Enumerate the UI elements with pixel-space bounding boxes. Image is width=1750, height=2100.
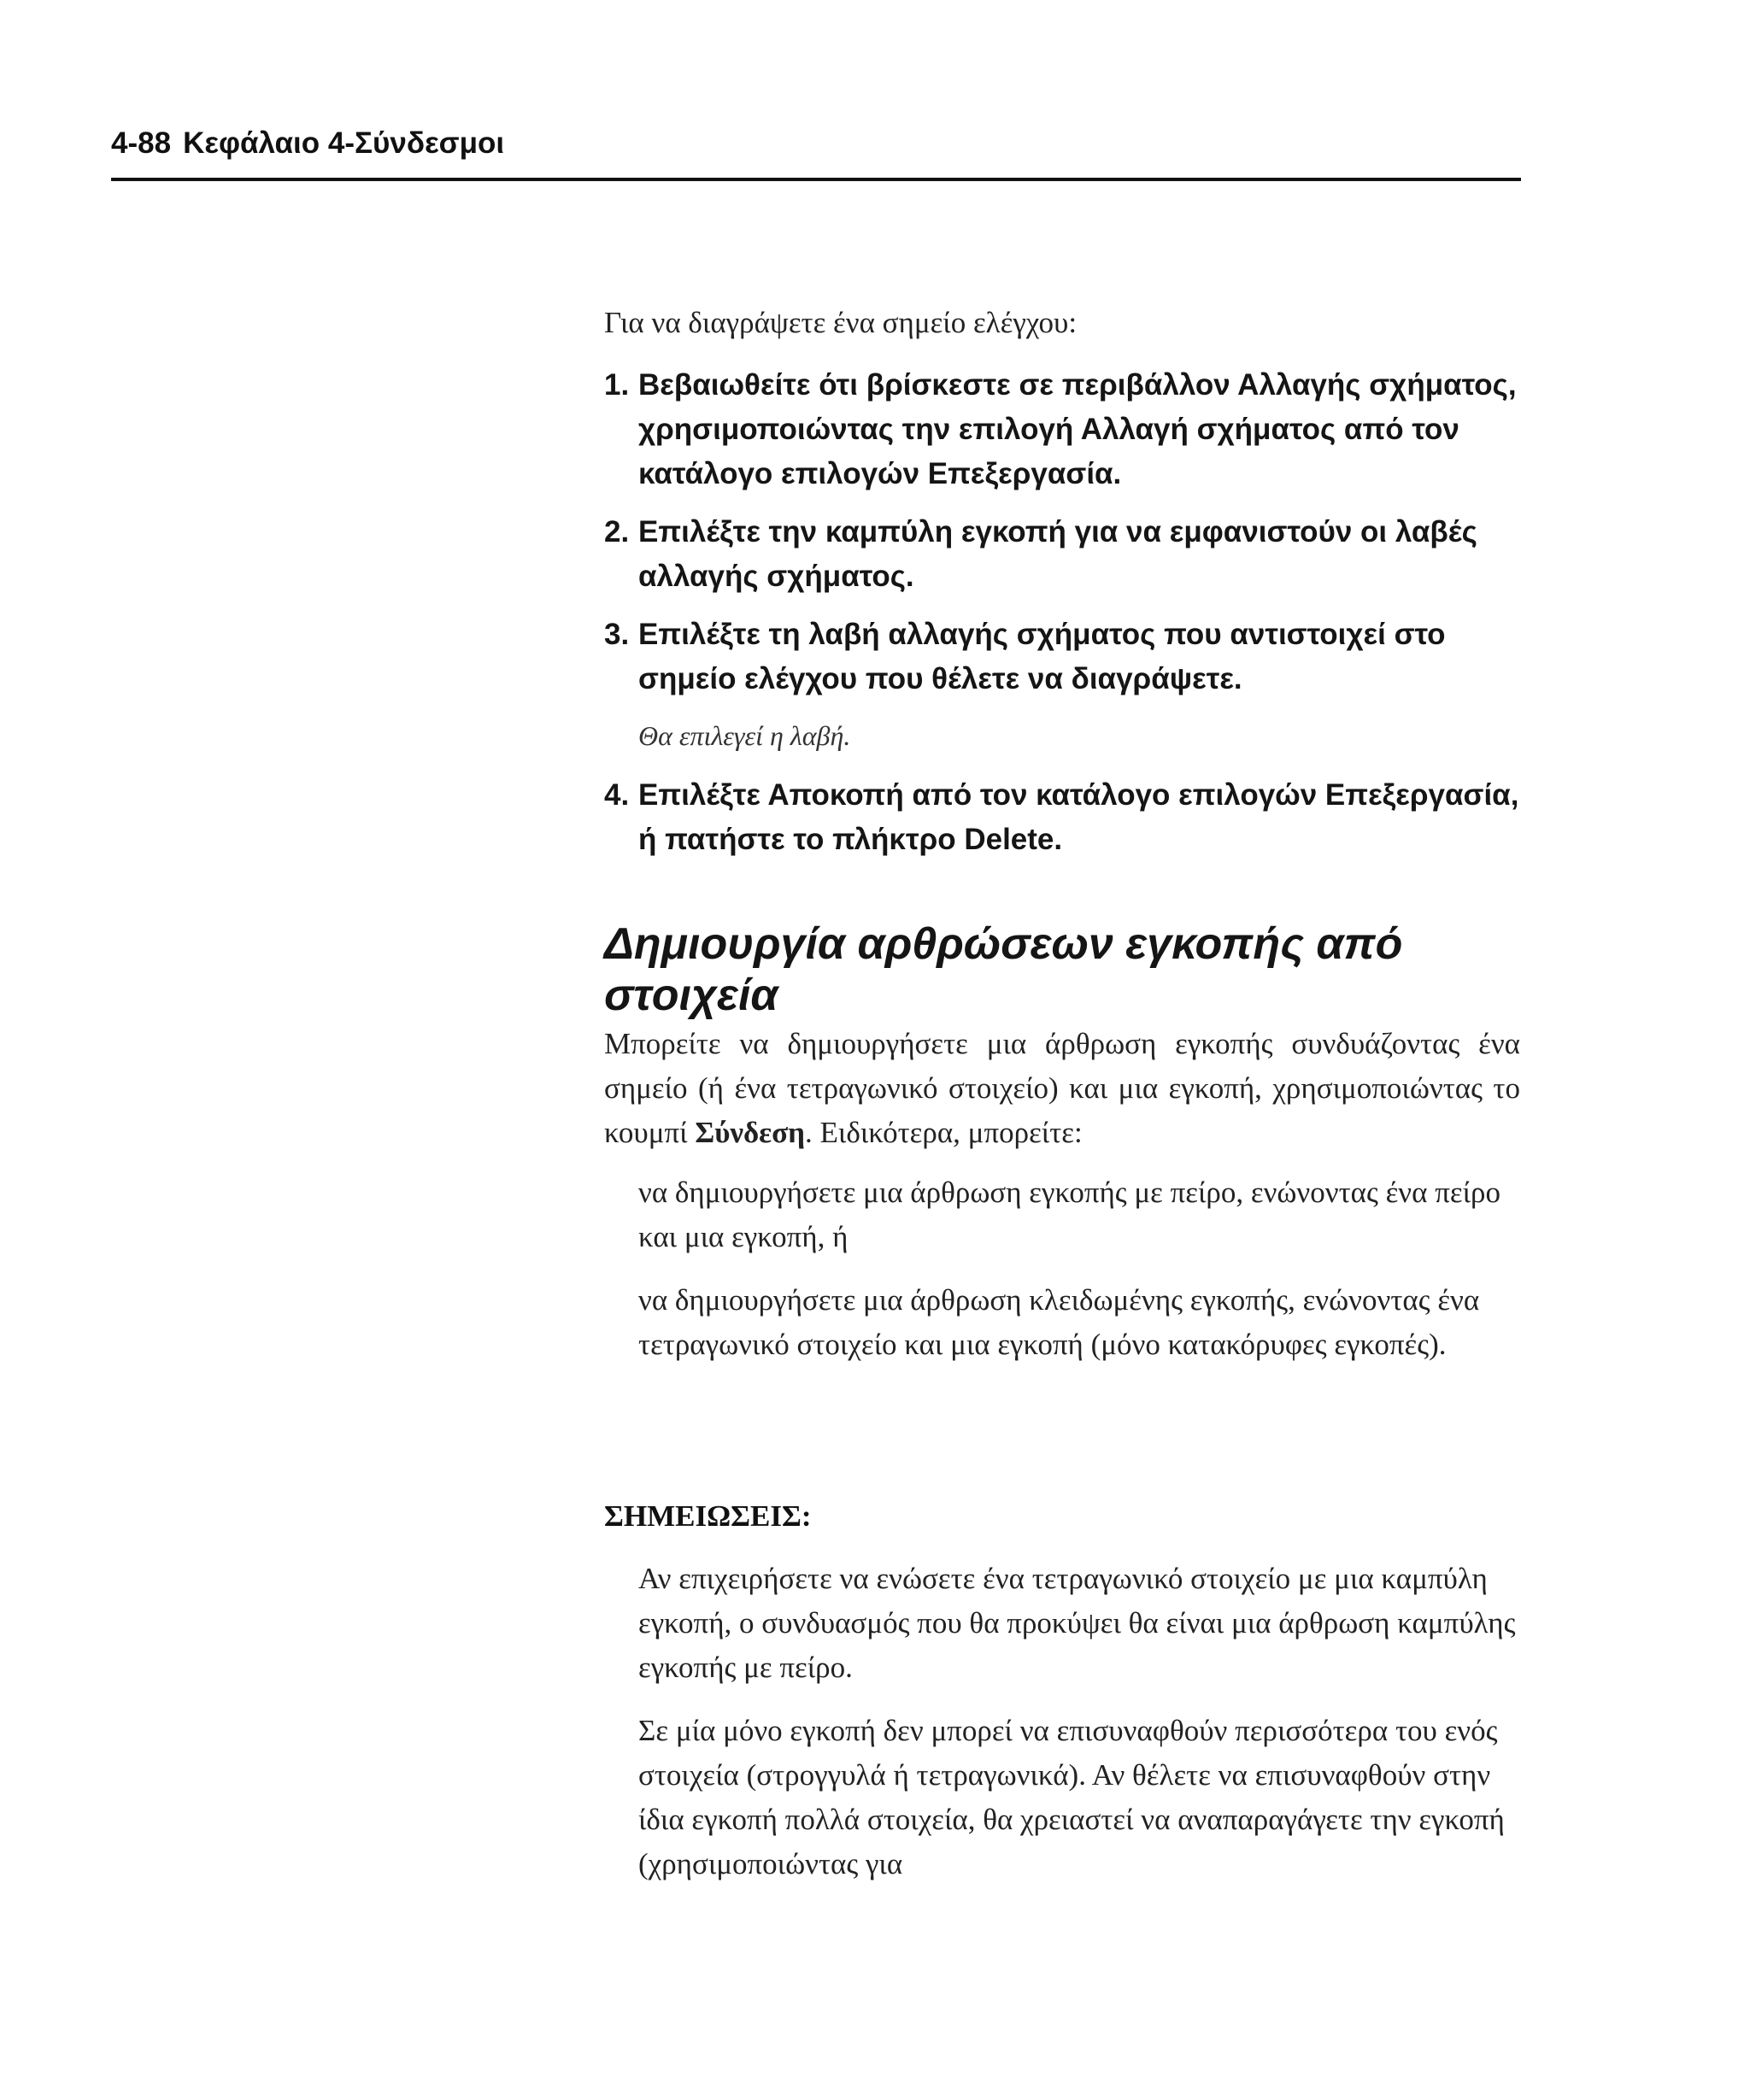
step-number: 3.	[604, 618, 630, 651]
step-number: 4.	[604, 778, 630, 812]
header-rule	[111, 178, 1521, 181]
page-number: 4-88	[111, 126, 172, 160]
chapter-title: Κεφάλαιο 4-Σύνδεσμοι	[183, 126, 505, 160]
step-2	[604, 510, 1520, 599]
step-text: Επιλέξτε την καμπύλη εγκοπή για να εμφανιστούν οι λαβές αλλαγής σχήματος.	[638, 515, 1477, 593]
notes-list	[604, 1557, 1520, 1905]
list-item: να δημιουργήσετε μια άρθρωση εγκοπής με πείρο, ενώνοντας ένα πείρο και μια εγκοπή, ή	[638, 1176, 1500, 1253]
connect-button-name: Σύνδεση	[695, 1116, 806, 1149]
notes-heading: ΣΗΜΕΙΩΣΕΙΣ:	[604, 1499, 812, 1533]
step-number: 1.	[604, 368, 630, 402]
step-3-result: Θα επιλεγεί η λαβή.	[638, 720, 851, 751]
step-4	[604, 773, 1520, 862]
note-item: Σε μία μόνο εγκοπή δεν μπορεί να επισυναφθούν περισσότερα του ενός στοιχεία (στρογγυλά ή τετραγωνικά). Αν θέλετε να επισυναφθούν στην ίδια εγκοπή πολλά στοιχεία, θα χρειαστεί να αναπαραγάγετε την εγκοπή (χρησιμοποιώντας για	[638, 1714, 1505, 1880]
paragraph-text-end: . Ειδικότερα, μπορείτε:	[805, 1116, 1083, 1149]
step-number: 2.	[604, 515, 630, 548]
section-heading: Δημιουργία αρθρώσεων εγκοπής από στοιχεία	[604, 919, 1403, 1020]
section-paragraph	[604, 1022, 1520, 1155]
note-item: Αν επιχειρήσετε να ενώσετε ένα τετραγωνικό στοιχείο με μια καμπύλη εγκοπή, ο συνδυασμός που θα προκύψει θα είναι μια άρθρωση καμπύλης εγκοπής με πείρο.	[638, 1562, 1516, 1684]
step-1	[604, 363, 1520, 496]
options-list	[604, 1170, 1520, 1386]
step-3	[604, 613, 1520, 701]
intro-text: Για να διαγράψετε ένα σημείο ελέγχου:	[604, 306, 1078, 339]
paragraph-text: Μπορείτε να δημιουργήσετε μια άρθρωση εγκοπής συνδυάζοντας ένα σημείο (ή ένα τετραγωνικό στοιχείο) και μια εγκοπή, χρησιμοποιώντας το κουμπί	[604, 1027, 1520, 1149]
step-text: Βεβαιωθείτε ότι βρίσκεστε σε περιβάλλον Αλλαγής σχήματος, χρησιμοποιώντας την επιλογή Αλλαγή σχήματος από τον κατάλογο επιλογών Επεξεργασία.	[638, 368, 1517, 490]
step-text: Επιλέξτε τη λαβή αλλαγής σχήματος που αντιστοιχεί στο σημείο ελέγχου που θέλετε να διαγράψετε.	[638, 618, 1446, 695]
running-header	[111, 126, 504, 161]
step-text: Επιλέξτε Αποκοπή από τον κατάλογο επιλογών Επεξεργασία, ή πατήστε το πλήκτρο Delete.	[638, 778, 1519, 856]
procedure-steps	[604, 363, 1520, 876]
list-item: να δημιουργήσετε μια άρθρωση κλειδωμένης εγκοπής, ενώνοντας ένα τετραγωνικό στοιχείο και μια εγκοπή (μόνο κατακόρυφες εγκοπές).	[638, 1283, 1480, 1361]
